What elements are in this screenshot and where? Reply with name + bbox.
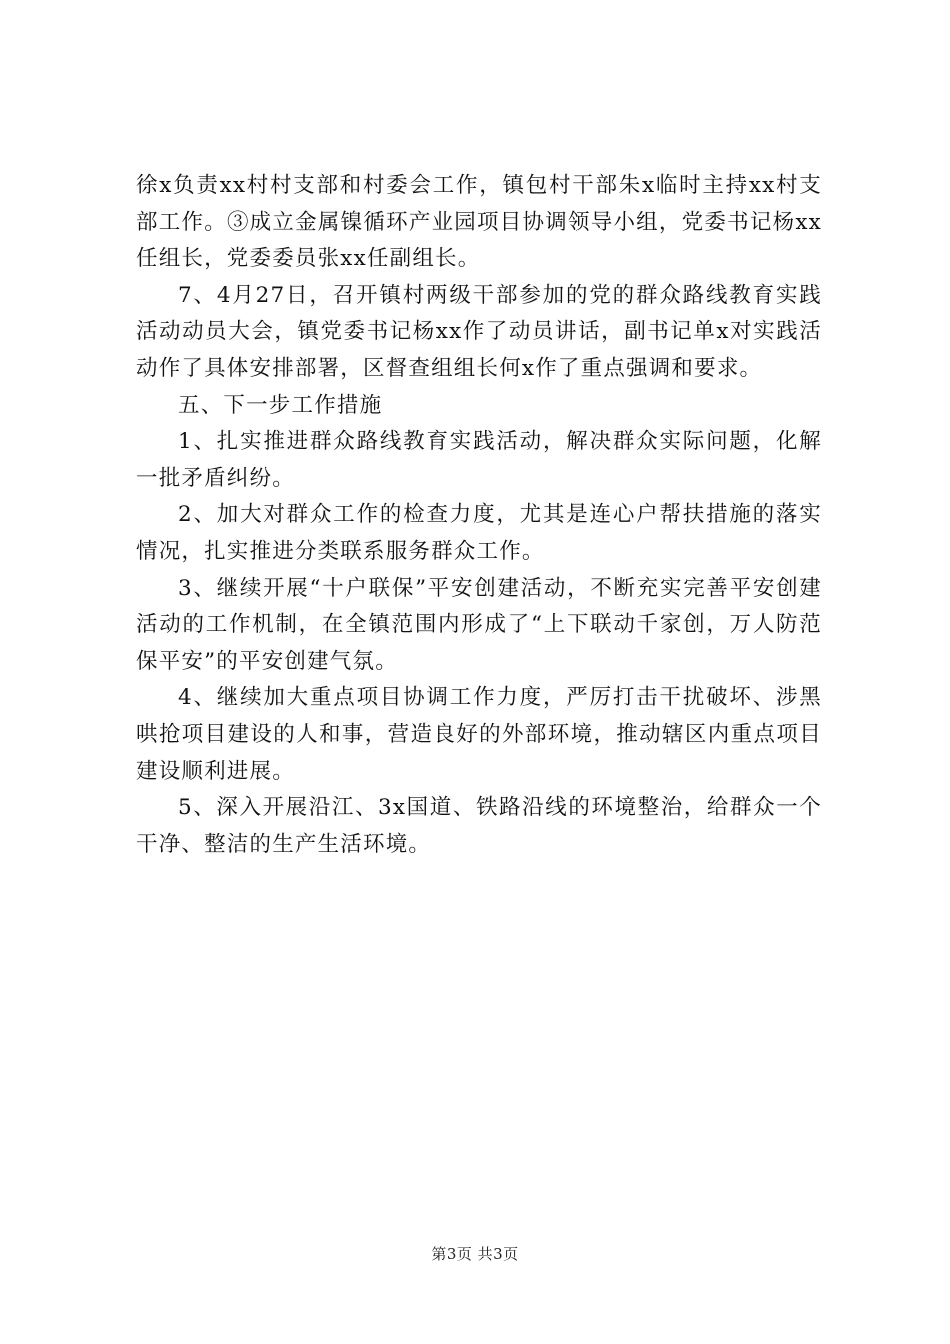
- document-body: [136, 168, 822, 863]
- paragraph-measure-2: 2、加大对群众工作的检查力度，尤其是连心户帮扶措施的落实情况，扎实推进分类联系服务群众工作。: [136, 502, 822, 564]
- paragraph-continuation: 徐x负责xx村村支部和村委会工作，镇包村干部朱x临时主持xx村支部工作。③成立金属镍循环产业园项目协调领导小组，党委书记杨xx任组长，党委委员张xx任副组长。: [136, 173, 822, 272]
- paragraph-measure-1: 1、扎实推进群众路线教育实践活动，解决群众实际问题，化解一批矛盾纠纷。: [136, 429, 822, 491]
- paragraph-measure-5: 5、深入开展沿江、3x国道、铁路沿线的环境整治，给群众一个干净、整洁的生产生活环境。: [136, 795, 822, 857]
- paragraph-measure-3: 3、继续开展“十户联保”平安创建活动，不断充实完善平安创建活动的工作机制，在全镇范围内形成了“上下联动千家创，万人防范保平安”的平安创建气氛。: [136, 575, 822, 674]
- paragraph-item-7: 7、4月27日，召开镇村两级干部参加的党的群众路线教育实践活动动员大会，镇党委书记杨xx作了动员讲话，副书记单x对实践活动作了具体安排部署，区督查组组长何x作了重点强调和要求。: [136, 282, 822, 381]
- paragraph-measure-4: 4、继续加大重点项目协调工作力度，严厉打击干扰破坏、涉黑哄抢项目建设的人和事，营造良好的外部环境，推动辖区内重点项目建设顺利进展。: [136, 685, 822, 784]
- page-number-footer: 第3页 共3页: [431, 1245, 519, 1263]
- section-heading-next-steps: 五、下一步工作措施: [178, 392, 383, 418]
